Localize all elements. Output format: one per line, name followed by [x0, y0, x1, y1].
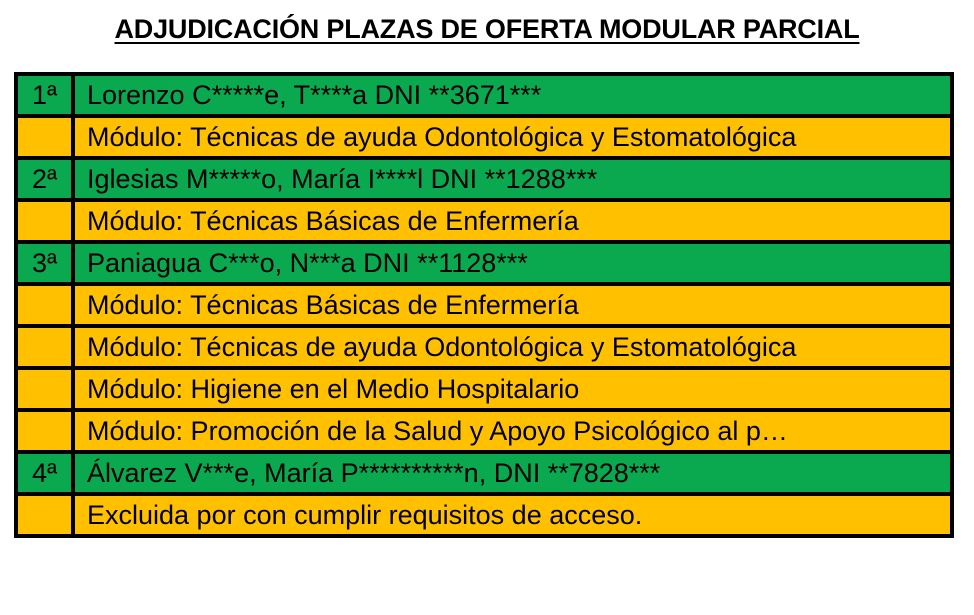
module-cell: [73, 368, 952, 410]
rank-cell: [16, 326, 73, 368]
candidate-name: Paniagua C***o, N***a DNI **1128***: [87, 248, 528, 278]
page-title: ADJUDICACIÓN PLAZAS DE OFERTA MODULAR PARCIAL: [114, 14, 860, 44]
module-row: [16, 116, 952, 158]
module-cell: [73, 494, 952, 536]
award-table-frame: [14, 72, 954, 538]
module-name: Módulo: Técnicas de ayuda Odontológica y Estomatológica: [87, 122, 797, 152]
rank-cell: 3ª: [16, 242, 73, 284]
rank-cell: [16, 368, 73, 410]
candidate-row: [16, 74, 952, 116]
module-cell: [73, 284, 952, 326]
candidate-row: [16, 242, 952, 284]
module-cell: [73, 326, 952, 368]
rank-cell: 1ª: [16, 74, 73, 116]
rank-cell: [16, 494, 73, 536]
award-table-body: [16, 74, 952, 536]
rank-cell: [16, 116, 73, 158]
module-row: [16, 410, 952, 452]
rank-cell: [16, 284, 73, 326]
candidate-name-cell: [73, 452, 952, 494]
award-table: [16, 74, 952, 536]
module-name: Módulo: Promoción de la Salud y Apoyo Psicológico al p…: [87, 416, 788, 446]
candidate-row: [16, 452, 952, 494]
candidate-name: Lorenzo C*****e, T****a DNI **3671***: [87, 80, 542, 110]
module-name: Módulo: Técnicas de ayuda Odontológica y Estomatológica: [87, 332, 797, 362]
module-row: [16, 494, 952, 536]
candidate-name-cell: [73, 242, 952, 284]
module-cell: [73, 410, 952, 452]
candidate-name-cell: [73, 74, 952, 116]
rank-cell: [16, 200, 73, 242]
module-name: Módulo: Técnicas Básicas de Enfermería: [87, 206, 579, 236]
candidate-name: Álvarez V***e, María P**********n, DNI **7828***: [87, 458, 661, 488]
module-row: [16, 200, 952, 242]
module-cell: [73, 116, 952, 158]
module-row: [16, 368, 952, 410]
module-name: Excluida por con cumplir requisitos de acceso.: [87, 500, 643, 530]
candidate-name-cell: [73, 158, 952, 200]
module-cell: [73, 200, 952, 242]
module-name: Módulo: Higiene en el Medio Hospitalario: [87, 374, 580, 404]
rank-cell: [16, 410, 73, 452]
candidate-row: [16, 158, 952, 200]
rank-cell: 2ª: [16, 158, 73, 200]
candidate-name: Iglesias M*****o, María I****l DNI **1288***: [87, 164, 598, 194]
module-row: [16, 284, 952, 326]
module-name: Módulo: Técnicas Básicas de Enfermería: [87, 290, 579, 320]
module-row: [16, 326, 952, 368]
rank-cell: 4ª: [16, 452, 73, 494]
